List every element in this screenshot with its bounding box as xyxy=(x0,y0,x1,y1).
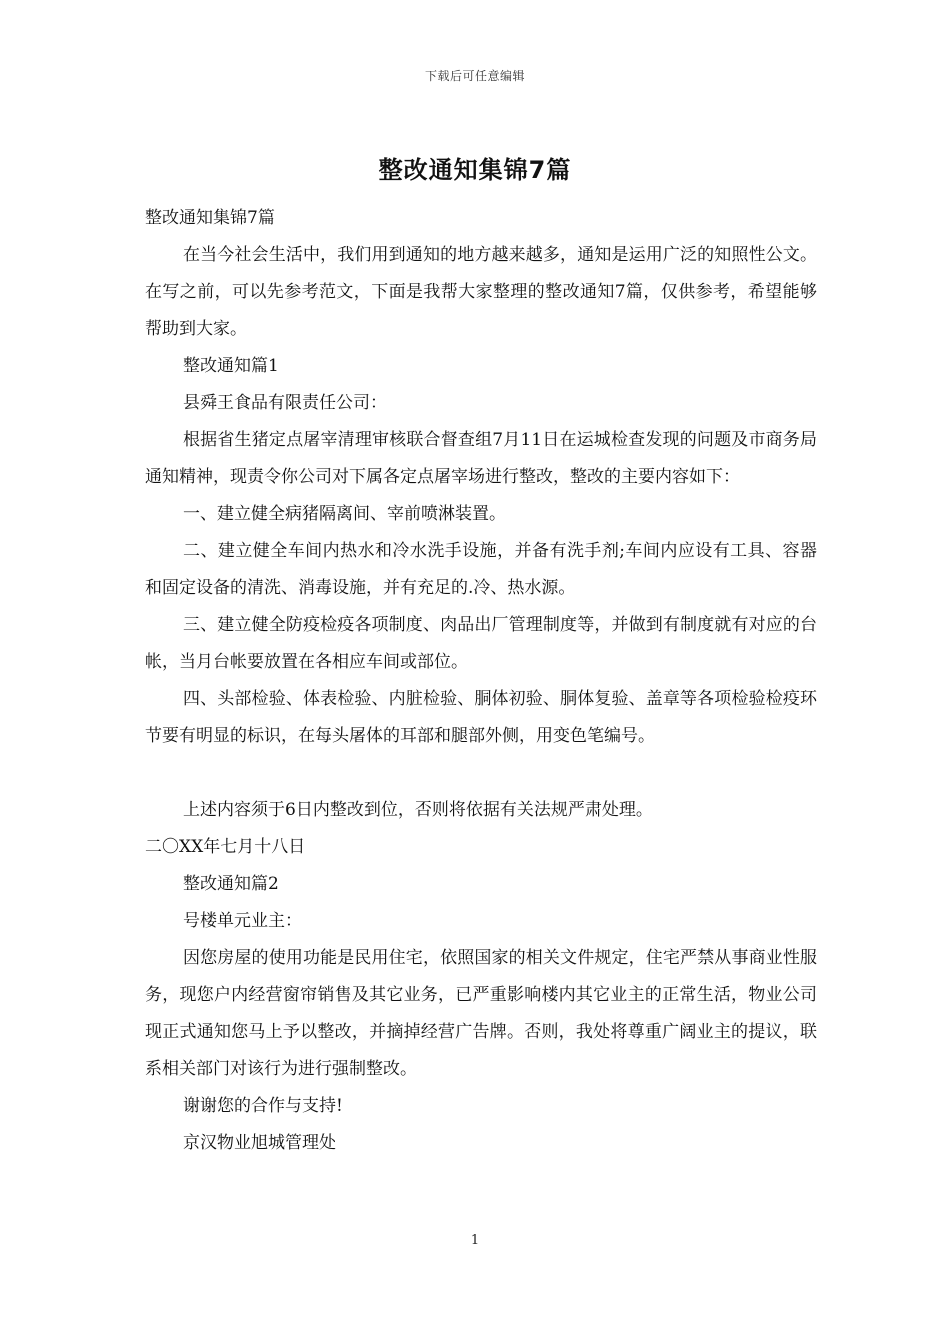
body-paragraph: 因您房屋的使用功能是民用住宅，依照国家的相关文件规定，住宅严禁从事商业性服务，现您户内经营窗帘销售及其它业务，已严重影响楼内其它业主的正常生活，物业公司现正式通知您马上予以整改，并摘掉经营广告牌。否则，我处将尊重广阔业主的提议，联系相关部门对该行为进行强制整改。 xyxy=(145,948,817,1079)
closing-line: 谢谢您的合作与支持! xyxy=(183,1096,343,1116)
date-line: 二〇XX年七月十八日 xyxy=(145,837,306,857)
addressee: 号楼单元业主： xyxy=(183,911,302,931)
intro-paragraph: 在当今社会生活中，我们用到通知的地方越来越多，通知是运用广泛的知照性公文。在写之前，可以先参考范文，下面是我帮大家整理的整改通知7篇，仅供参考，希望能够帮助到大家。 xyxy=(145,245,817,339)
signature-line: 京汉物业旭城管理处 xyxy=(183,1133,336,1153)
section-heading: 整改通知篇2 xyxy=(183,874,279,894)
section-heading: 整改通知篇1 xyxy=(183,356,279,376)
subtitle-paragraph: 整改通知集锦7篇 xyxy=(145,208,275,228)
list-item: 三、建立健全防疫检疫各项制度、肉品出厂管理制度等，并做到有制度就有对应的台帐，当月台帐要放置在各相应车间或部位。 xyxy=(145,615,817,672)
body-paragraph: 上述内容须于6日内整改到位，否则将依据有关法规严肃处理。 xyxy=(183,800,653,820)
body-paragraph: 根据省生猪定点屠宰清理审核联合督查组7月11日在运城检查发现的问题及市商务局通知精神，现责令你公司对下属各定点屠宰场进行整改，整改的主要内容如下： xyxy=(145,430,817,487)
addressee: 县舜王食品有限责任公司： xyxy=(183,393,387,413)
list-item: 二、建立健全车间内热水和冷水洗手设施，并备有洗手剂;车间内应设有工具、容器和固定设备的清洗、消毒设施，并有充足的.冷、热水源。 xyxy=(145,541,817,598)
document-body xyxy=(145,200,817,1162)
list-item: 四、头部检验、体表检验、内脏检验、胴体初验、胴体复验、盖章等各项检验检疫环节要有明显的标识，在每头屠体的耳部和腿部外侧，用变色笔编号。 xyxy=(145,689,817,746)
page-number: 1 xyxy=(470,1233,480,1248)
document-title: 整改通知集锦7篇 xyxy=(378,156,572,184)
page-header-note: 下载后可任意编辑 xyxy=(424,69,525,83)
list-item: 一、建立健全病猪隔离间、宰前喷淋装置。 xyxy=(183,504,506,524)
